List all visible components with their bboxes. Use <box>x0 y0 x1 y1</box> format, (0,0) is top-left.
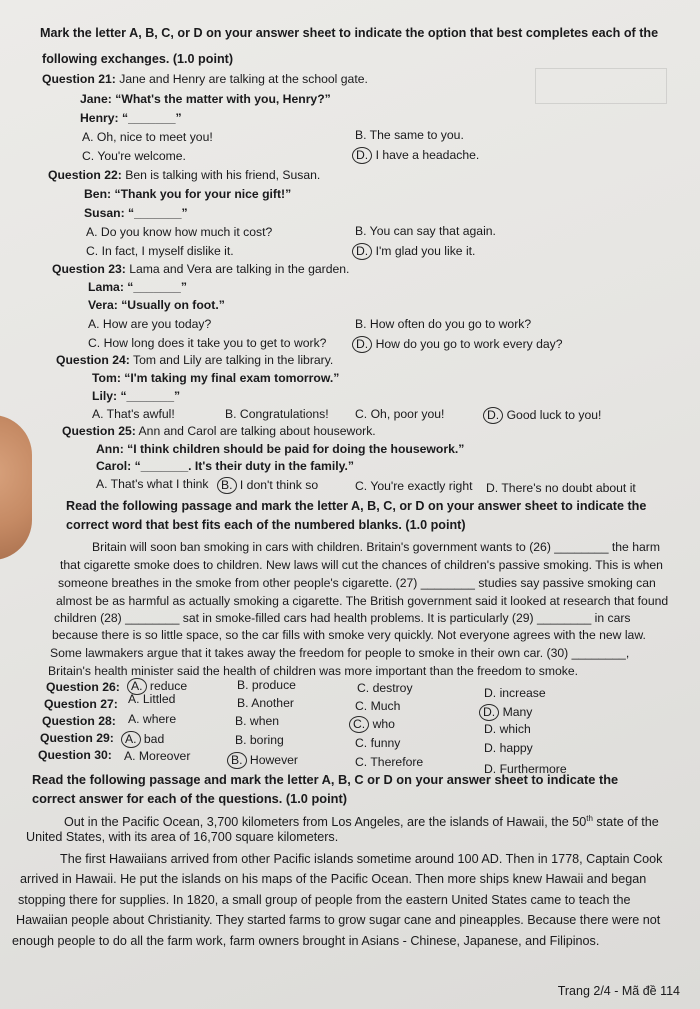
option-c[interactable]: C. How long does it take you to get to work? <box>88 336 327 350</box>
passage2-line: Hawaiian people about Christianity. They started farms to grow sugar cane and pineapples. Because there were not <box>16 913 661 927</box>
option-b[interactable]: B. Congratulations! <box>225 407 329 421</box>
option-text: who <box>372 717 395 731</box>
passage1-line: because there is so little space, so the car fills with smoke very quickly. Not everyone agrees with the new law. <box>52 628 646 642</box>
passage1-line: someone breathes in the smoke from other people's cigarette. (27) ________ studies say passive smoking can <box>58 576 656 590</box>
option-text: Many <box>502 705 533 719</box>
question-24 <box>56 353 333 368</box>
passage1-line: that cigarette smoke does to children. New laws will cut the chances of children's passive smoking. This is when <box>60 558 663 572</box>
faint-stamp <box>535 68 667 104</box>
section3-instruction-line1: Read the following passage and mark the letter A, B, C or D on your answer sheet to indicate the <box>32 772 619 787</box>
dialogue-line: Carol: “_______. It's their duty in the family.” <box>96 459 355 473</box>
question-label: Question 25: <box>62 424 136 438</box>
passage2-text: state of the <box>592 815 659 830</box>
section1-instruction-line1: Mark the letter A, B, C, or D on your answer sheet to indicate the option that best completes each of the <box>40 26 659 40</box>
option-text: bad <box>143 732 165 746</box>
passage1-line: children (28) ________ sat in smoke-filled cars had health problems. It is particularly (29) ________ in cars <box>54 611 631 625</box>
option-text: I don't think so <box>239 478 319 492</box>
answer-circle: A. <box>121 731 141 748</box>
question-27-label: Question 27: <box>44 697 118 711</box>
option-a[interactable]: A. Do you know how much it cost? <box>86 225 273 239</box>
question-label: Question 23: <box>52 262 126 276</box>
dialogue-line: Ann: “I think children should be paid for doing the housework.” <box>96 442 465 456</box>
section1-instruction-line2: following exchanges. (1.0 point) <box>42 52 234 66</box>
option-a[interactable]: A. That's what I think <box>96 477 209 491</box>
option-c[interactable]: C. Therefore <box>355 755 424 769</box>
option-b-selected[interactable] <box>230 752 298 769</box>
option-c[interactable]: C. destroy <box>357 681 413 695</box>
answer-circle: D. <box>479 704 499 721</box>
option-d[interactable]: D. Furthermore <box>484 762 567 776</box>
option-text: I have a headache. <box>375 148 480 162</box>
dialogue-line: Ben: “Thank you for your nice gift!” <box>84 187 292 201</box>
question-25 <box>62 424 376 439</box>
dialogue-line: Tom: “I'm taking my final exam tomorrow.” <box>92 371 340 385</box>
option-d-selected[interactable] <box>355 243 475 260</box>
question-label: Question 24: <box>56 353 130 367</box>
question-26-label: Question 26: <box>46 680 120 694</box>
passage1-line: Britain will soon ban smoking in cars with children. Britain's government wants to (26) ________ the harm <box>92 540 660 554</box>
passage2-line: arrived in Hawaii. He put the islands on his maps of the Pacific Ocean. Then more ships knew Hawaii and began <box>20 872 647 886</box>
answer-circle: B. <box>227 752 247 769</box>
option-d[interactable]: D. increase <box>484 686 546 700</box>
question-context: Ann and Carol are talking about housework. <box>138 424 376 438</box>
option-d-selected[interactable] <box>486 407 601 424</box>
answer-circle: D. <box>352 243 372 260</box>
option-d[interactable]: D. There's no doubt about it <box>486 481 636 495</box>
section3-instruction-line2: correct answer for each of the questions. (1.0 point) <box>32 791 348 806</box>
option-b-selected[interactable] <box>220 477 318 494</box>
question-context: Lama and Vera are talking in the garden. <box>129 262 350 276</box>
option-a[interactable]: A. Moreover <box>124 749 191 763</box>
option-text: I'm glad you like it. <box>375 244 476 258</box>
option-d[interactable]: D. which <box>484 722 531 736</box>
option-c-selected[interactable] <box>352 716 395 733</box>
passage2-text: Out in the Pacific Ocean, 3,700 kilometers from Los Angeles, are the islands of Hawaii, the 50 <box>64 815 587 830</box>
section2-instruction-line1: Read the following passage and mark the letter A, B, C, or D on your answer sheet to indicate the <box>66 499 647 513</box>
option-b[interactable]: B. The same to you. <box>355 128 464 142</box>
question-23 <box>52 262 349 277</box>
question-context: Tom and Lily are talking in the library. <box>133 353 334 367</box>
option-a[interactable]: A. where <box>128 712 177 726</box>
dialogue-line: Vera: “Usually on foot.” <box>88 298 225 312</box>
passage2-line <box>64 811 659 830</box>
option-a[interactable]: A. Oh, nice to meet you! <box>82 130 213 144</box>
dialogue-line: Lily: “_______” <box>92 389 181 403</box>
passage1-line: almost be as harmful as actually smoking a cigarette. The British government said it looked at research that found <box>56 594 669 608</box>
option-text: reduce <box>149 679 188 693</box>
page-footer: Trang 2/4 - Mã đề 114 <box>557 984 680 998</box>
option-text: How do you go to work every day? <box>375 337 563 351</box>
finger-photo-artifact <box>0 415 32 560</box>
answer-circle: D. <box>483 407 503 424</box>
option-c[interactable]: C. funny <box>355 736 401 750</box>
option-b[interactable]: B. when <box>235 714 280 728</box>
option-b[interactable]: B. Another <box>237 696 294 710</box>
option-c[interactable]: C. In fact, I myself dislike it. <box>86 244 234 258</box>
option-a[interactable]: A. Littled <box>128 692 176 706</box>
option-a[interactable]: A. That's awful! <box>92 407 175 421</box>
option-c[interactable]: C. Much <box>355 699 401 713</box>
option-text: However <box>249 753 298 767</box>
option-a-selected[interactable] <box>124 731 164 748</box>
question-context: Ben is talking with his friend, Susan. <box>125 168 321 182</box>
dialogue-line: Lama: “_______” <box>88 280 187 294</box>
option-c[interactable]: C. You're welcome. <box>82 149 186 163</box>
question-21 <box>42 72 368 87</box>
passage2-line: United States, with its area of 16,700 square kilometers. <box>26 830 339 844</box>
passage2-line: stopping there for supplies. In 1820, a small group of people from the eastern United States came to teach the <box>18 893 631 907</box>
option-b[interactable]: B. How often do you go to work? <box>355 317 532 331</box>
section2-instruction-line2: correct word that best fits each of the numbered blanks. (1.0 point) <box>66 518 466 532</box>
question-29-label: Question 29: <box>40 731 114 745</box>
option-d-selected[interactable] <box>355 147 479 164</box>
dialogue-line: Jane: “What's the matter with you, Henry?” <box>80 92 331 106</box>
question-30-label: Question 30: <box>38 748 112 762</box>
option-d-selected[interactable] <box>355 336 563 353</box>
option-b[interactable]: B. boring <box>235 733 284 747</box>
passage1-line: Some lawmakers argue that it takes away the freedom for people to smoke in their own car. (30) ________, <box>50 646 630 660</box>
option-b[interactable]: B. produce <box>237 678 296 692</box>
superscript: th <box>586 814 593 823</box>
answer-circle: A. <box>127 678 147 695</box>
question-label: Question 21: <box>42 72 116 86</box>
answer-circle: D. <box>352 147 372 164</box>
option-d[interactable]: D. happy <box>484 741 533 755</box>
option-text: Good luck to you! <box>506 408 602 422</box>
question-22 <box>48 168 320 183</box>
option-d-selected[interactable] <box>482 704 532 721</box>
answer-circle: D. <box>352 336 372 353</box>
passage2-line: The first Hawaiians arrived from other Pacific islands sometime around 100 AD. Then in 1778, Captain Cook <box>60 852 663 866</box>
answer-circle: B. <box>217 477 237 494</box>
option-c[interactable]: C. You're exactly right <box>355 479 473 493</box>
question-context: Jane and Henry are talking at the school gate. <box>119 72 368 86</box>
option-c[interactable]: C. Oh, poor you! <box>355 407 445 421</box>
passage1-line: Britain's health minister said the health of children was more important than the freedom to smoke. <box>48 664 579 678</box>
question-28-label: Question 28: <box>42 714 116 728</box>
passage2-line: enough people to do all the farm work, farm owners brought in Asians - Chinese, Japanese, and Filipinos. <box>12 934 600 948</box>
option-a[interactable]: A. How are you today? <box>88 317 212 331</box>
dialogue-line: Susan: “_______” <box>84 206 188 220</box>
question-label: Question 22: <box>48 168 122 182</box>
answer-circle: C. <box>349 716 369 733</box>
dialogue-line: Henry: “_______” <box>80 111 182 125</box>
option-b[interactable]: B. You can say that again. <box>355 224 496 238</box>
